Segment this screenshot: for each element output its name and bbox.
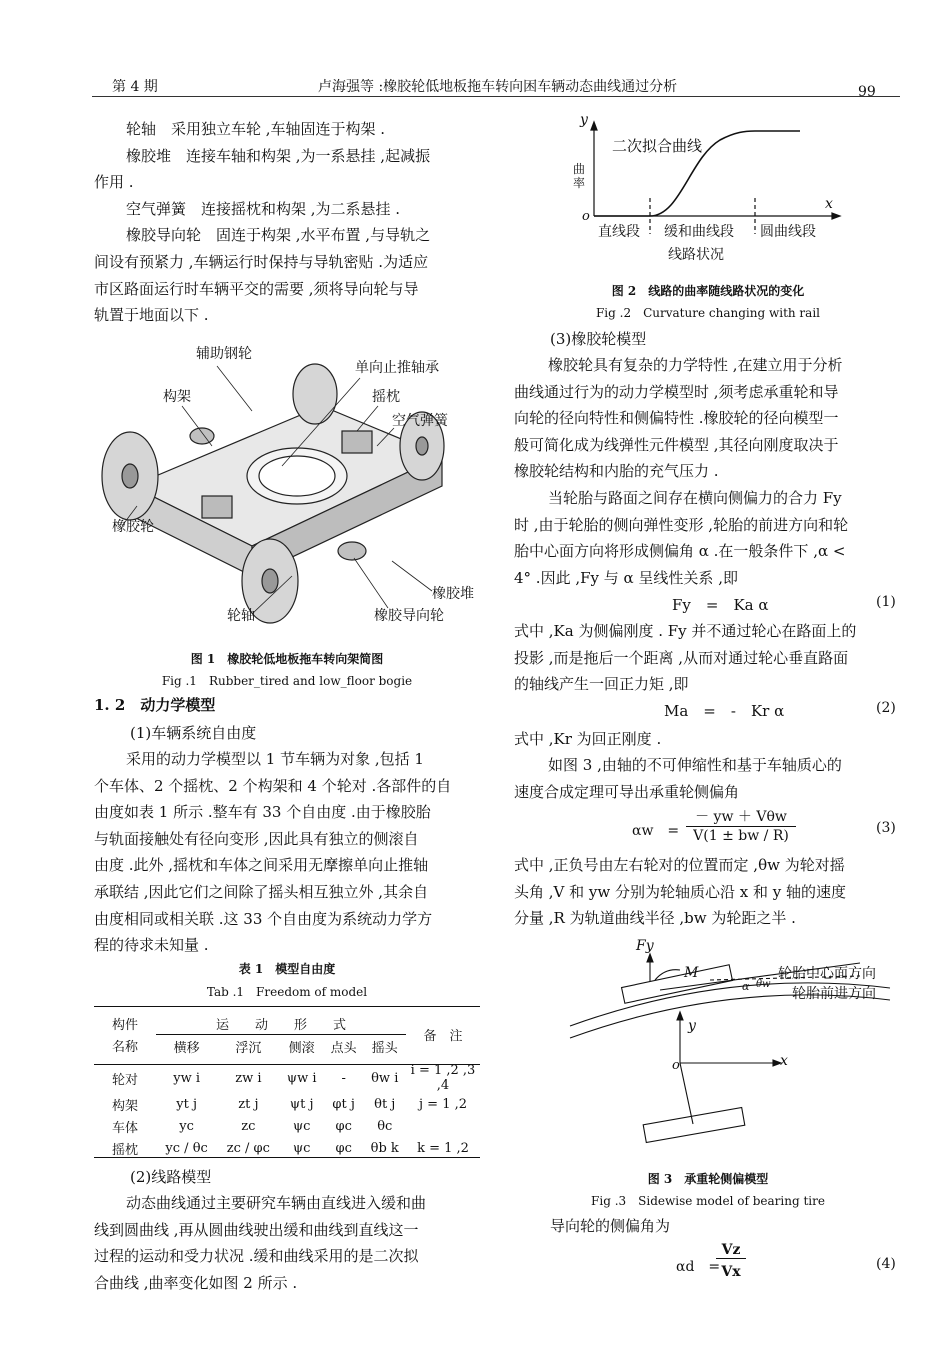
sub-heading-tire: (3)橡胶轮模型 [550, 330, 647, 348]
table-cell: zc [241, 1118, 256, 1134]
tire-body [622, 965, 733, 1004]
fig1-label-air-spring: 空气弹簧 [392, 413, 448, 429]
fig2-seg-transition: 缓和曲线段 [664, 224, 734, 240]
equation-3-number: (3) [876, 820, 896, 836]
para-dof-line: 程的待求未知量 . [94, 936, 209, 955]
para-derivation-line: 速度合成定理可导出承重轮侧偏角 [514, 782, 740, 801]
para-sideslip-line: 当轮胎与路面之间存在横向侧偏力的合力 Fy [548, 489, 842, 507]
figure-1-bogie-drawing [92, 336, 484, 636]
table-cell: φc [335, 1140, 352, 1156]
table-cell: 构架 [111, 1098, 138, 1114]
table-cell: θb k [370, 1140, 399, 1156]
table-header-cell: 横移 [173, 1040, 200, 1056]
equation-4-denominator: Vx [721, 1264, 741, 1280]
table-cell: φt j [332, 1096, 355, 1112]
table1 [94, 1012, 480, 1159]
fig3-caption-en: Fig .3 Sidewise model of bearing tire [591, 1194, 825, 1208]
fig1-caption-en: Fig .1 Rubber_tired and low_floor bogie [161, 674, 413, 688]
table-cell: θc [377, 1118, 393, 1134]
fig3-label-x: x [780, 1053, 788, 1069]
fig2-seg-circular: 圆曲线段 [760, 224, 816, 240]
fig1-label-guide-wheel: 橡胶导向轮 [374, 608, 444, 624]
y-arrow [591, 122, 597, 130]
para-cornering-line: 式中 ,Ka 为侧偏刚度 . Fy 并不通过轮心在路面上的 [514, 622, 857, 640]
equation-2: Ma = - Kr α [664, 702, 785, 720]
fig2-seg-straight: 直线段 [598, 224, 640, 240]
para-derivation [514, 752, 902, 805]
para-sideslip-line: 时 ,由于轮胎的侧向弹性变形 ,轮胎的前进方向和轮 [514, 515, 849, 534]
para-dof-line: 由度如表 1 所示 .整车有 33 个自由度 .由于橡胶胎 [94, 803, 431, 822]
fig3-label-y: y [688, 1018, 696, 1034]
table-cell: 轮对 [111, 1072, 138, 1088]
para-aligning: 式中 ,Kr 为回正刚度 . [514, 730, 662, 748]
para-track-line: 线到圆曲线 ,再从圆曲线驶出缓和曲线到直线这一 [94, 1220, 419, 1239]
fig2-x-label: x [825, 196, 833, 212]
para-air-spring: 空气弹簧 连接摇枕和构架 ,为二系悬挂 . [126, 199, 401, 218]
table-cell: θt j [374, 1096, 396, 1112]
table-cell: zw i [235, 1070, 262, 1086]
table-row [94, 1115, 480, 1137]
fig3-label-alpha: α [742, 980, 750, 993]
para-eq3-line: 分量 ,R 为轨道曲线半径 ,bw 为轮距之半 . [514, 909, 796, 928]
table-cell: ψc [292, 1118, 311, 1134]
equation-3-numerator: － yw ＋ Vθw [686, 806, 796, 827]
equation-4-lhs: αd = [676, 1259, 721, 1275]
para-dof-line: 承联结 ,因此它们之间除了摇头相互独立外 ,其余自 [94, 882, 429, 901]
fig3-label-heading: 轮胎前进方向 [792, 986, 876, 1002]
para-sideslip [514, 485, 902, 591]
sub-heading-track: (2)线路模型 [130, 1168, 212, 1186]
fig2-y-label: y [580, 112, 588, 128]
table-cell: yw i [173, 1070, 200, 1086]
para-guide-slip: 导向轮的侧偏角为 [550, 1217, 671, 1235]
para-guide-wheel-3: 市区路面运行时车辆平交的需要 ,须将导向轮与导 [94, 279, 419, 298]
section-1-2-heading: 1. 2 动力学模型 [94, 696, 216, 714]
fig1-caption-cn: 图 1 橡胶轮低地板拖车转向架简图 [190, 652, 384, 666]
table-cell [406, 1115, 480, 1137]
para-dof-line: 个车体、2 个摇枕、2 个构架和 4 个轮对 .各部件的自 [94, 776, 452, 795]
table-cell: φc [335, 1118, 352, 1134]
para-cornering-line: 投影 ,而是拖后一个距离 ,从而对通过轮心垂直路面 [514, 648, 849, 667]
para-tire-line: 般可简化成为线弹性元件模型 ,其径向刚度取决于 [514, 435, 839, 454]
table-cell: zt j [238, 1096, 259, 1112]
table1-caption-en: Tab .1 Freedom of model [206, 985, 368, 999]
fig1-label-axle: 轮轴 [227, 608, 255, 624]
equation-2-number: (2) [876, 700, 896, 716]
table-header-cell: 备 注 [423, 1029, 463, 1044]
fig2-xlabel: 线路状况 [668, 247, 724, 263]
para-cornering [514, 618, 902, 698]
para-track-line: 合曲线 ,曲率变化如图 2 所示 . [94, 1273, 298, 1292]
para-track-line: 过程的运动和受力状况 .缓和曲线采用的是二次拟 [94, 1247, 419, 1266]
fig1-label-rubber-wheel: 橡胶轮 [112, 519, 154, 535]
table-header-cell: 名称 [111, 1040, 138, 1056]
table-cell: j = 1 ,2 [419, 1096, 467, 1112]
para-rubber-pile-1: 橡胶堆 连接车轴和构架 ,为一系悬挂 ,起减振 [126, 146, 431, 165]
table-header-cell: 点头 [330, 1040, 357, 1056]
table-header-cell: 摇头 [371, 1040, 398, 1056]
equation-1-number: (1) [876, 594, 896, 610]
para-guide-wheel-1: 橡胶导向轮 固连于构架 ,水平布置 ,与导轨之 [126, 226, 431, 245]
fig2-curve-label: 二次拟合曲线 [612, 137, 703, 155]
fig3-label-theta: θw [756, 979, 771, 990]
fig1-label-bolster: 摇枕 [372, 389, 400, 405]
table-row [94, 1137, 480, 1159]
para-sideslip-line: 4° .因此 ,Fy 与 α 呈线性关系 ,即 [514, 568, 738, 587]
table-row [94, 1093, 480, 1115]
table-cell: 车体 [111, 1120, 138, 1136]
para-axle: 轮轴 采用独立车轮 ,车轴固连于构架 . [126, 120, 386, 138]
fig2-ylabel: 曲率 [573, 162, 586, 190]
para-tire-line: 向轮的径向特性和侧偏特性 .橡胶轮的径向模型一 [514, 409, 839, 428]
table-header-cell: 构件 [111, 1017, 138, 1033]
para-tire-line: 橡胶轮具有复杂的力学特性 ,在建立用于分析 [548, 356, 843, 374]
para-cornering-line: 的轴线产生一回正力矩 ,即 [514, 675, 689, 694]
fig3-caption-cn: 图 3 承重轮侧偏模型 [647, 1172, 769, 1186]
fig1-label-frame: 构架 [163, 389, 191, 405]
para-dof-line: 采用的动力学模型以 1 节车辆为对象 ,包括 1 [126, 750, 424, 768]
fig3-label-fy: Fy [636, 938, 654, 954]
running-title: 卢海强等 :橡胶轮低地板拖车转向困车辆动态曲线通过分析 [318, 79, 678, 95]
equation-4-numerator: Vz [716, 1242, 746, 1259]
para-tire-line: 曲线通过行为的动力学模型时 ,须考虑承重轮和导 [514, 382, 839, 401]
table-cell: yc [179, 1118, 194, 1134]
para-eq3-line: 头角 ,V 和 yw 分别为轮轴质心沿 x 和 y 轴的速度 [514, 882, 846, 901]
header-rule [92, 96, 900, 97]
table-header-cell: 运 动 形 式 [156, 1012, 406, 1035]
equation-3-lhs: αw = [632, 823, 680, 839]
table-cell: i = 1 ,2 ,3 ,4 [410, 1063, 476, 1093]
y-arrow [677, 1012, 683, 1020]
para-rubber-pile-2: 作用 . [94, 173, 134, 192]
table-cell: k = 1 ,2 [417, 1140, 469, 1156]
para-guide-wheel-4: 轨置于地面以下 . [94, 306, 209, 325]
equation-4-number: (4) [876, 1256, 896, 1272]
x-arrow [832, 213, 840, 219]
para-guide-wheel-2: 间设有预紧力 ,车辆运行时保持与导轨密贴 .为适应 [94, 252, 429, 271]
fig2-origin-label: o [582, 209, 590, 224]
table-cell: yt j [176, 1096, 197, 1112]
fig2-caption-en: Fig .2 Curvature changing with rail [595, 306, 820, 320]
left-intro [94, 116, 480, 329]
para-dof-line: 由度 .此外 ,摇枕和车体之间采用无摩擦单向止推轴 [94, 856, 429, 875]
table-header-cell: 侧滚 [288, 1040, 315, 1056]
table-cell: yc / θc [165, 1140, 208, 1156]
para-derivation-line: 如图 3 ,由轴的不可伸缩性和基于车轴质心的 [548, 756, 842, 774]
fig3-label-o: o [672, 1058, 680, 1073]
table1-top-rule [94, 1006, 480, 1007]
table-header-cell: 浮沉 [235, 1040, 262, 1056]
para-tire-line: 橡胶轮结构和内胎的充气压力 . [514, 462, 719, 481]
para-tire-model [514, 352, 902, 485]
table-cell: - [341, 1070, 346, 1086]
sub-heading-dof: (1)车辆系统自由度 [130, 724, 257, 742]
fig1-label-rubber-pile: 橡胶堆 [432, 586, 474, 602]
para-dof [94, 746, 480, 959]
equation-3-denominator: V(1 ± bw / R) [693, 828, 789, 844]
fig3-label-m: M [684, 965, 699, 981]
fig1-label-aux-wheel: 辅助钢轮 [196, 346, 252, 362]
para-sideslip-line: 胎中心面方向将形成侧偏角 α .在一般条件下 ,α < [514, 542, 846, 561]
fig3-label-center-plane: 轮胎中心面方向 [778, 966, 876, 982]
table-cell: θw i [371, 1070, 399, 1086]
equation-1: Fy = Ka α [672, 596, 769, 614]
page-number: 99 [858, 84, 876, 100]
fig1-label-thrust-bearing: 单向止推轴承 [355, 360, 439, 376]
fy-arrow [647, 954, 653, 962]
para-eq3-explain [514, 852, 902, 932]
table-cell: ψc [292, 1140, 311, 1156]
guide-body [643, 1107, 745, 1142]
para-track-line: 动态曲线通过主要研究车辆由直线进入缓和曲 [126, 1194, 427, 1212]
para-track [94, 1190, 480, 1296]
para-dof-line: 与轨面接触处有径向变形 ,因此具有独立的侧滚自 [94, 829, 419, 848]
table-row [94, 1063, 480, 1093]
para-dof-line: 由度相同或相关联 .这 33 个自由度为系统动力学方 [94, 909, 433, 928]
table-cell: zc / φc [226, 1140, 270, 1156]
para-eq3-line: 式中 ,正负号由左右轮对的位置而定 ,θw 为轮对摇 [514, 856, 845, 874]
table1-caption-cn: 表 1 模型自由度 [238, 962, 336, 976]
issue-number: 第 4 期 [112, 79, 158, 95]
fig2-caption-cn: 图 2 线路的曲率随线路状况的变化 [611, 284, 805, 298]
axle-link [680, 1063, 693, 1124]
table-cell: 摇枕 [111, 1142, 138, 1158]
table-cell: ψw i [286, 1070, 317, 1086]
table-cell: ψt j [289, 1096, 314, 1112]
